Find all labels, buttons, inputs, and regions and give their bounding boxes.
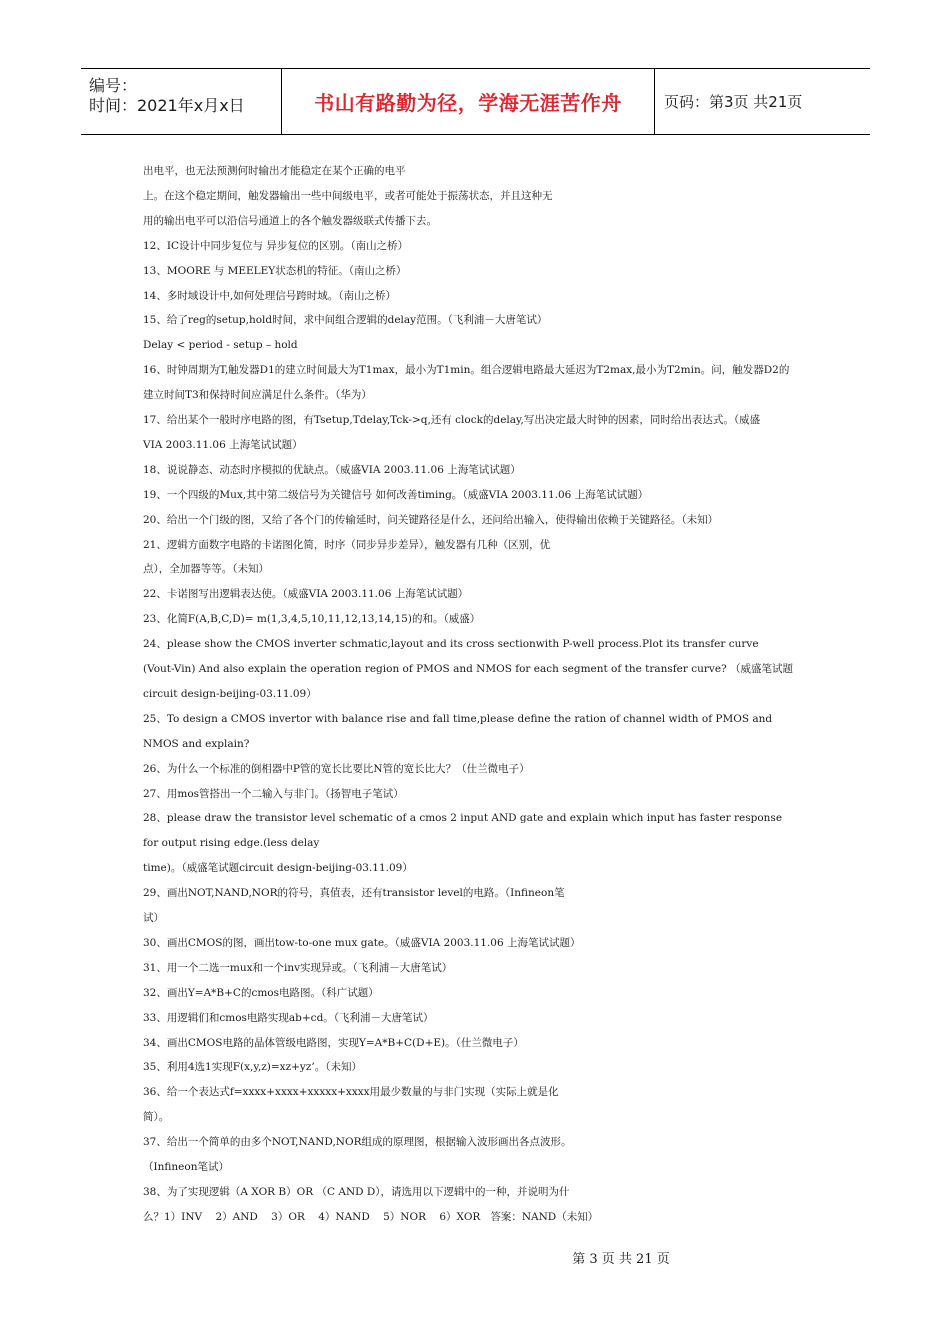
text-line: 试） — [143, 912, 164, 924]
text-line: circuit design-beijing-03.11.09） — [143, 687, 317, 700]
text-line: NMOS and explain? — [143, 737, 250, 750]
text-line: 18、说说静态、动态时序模拟的优缺点。（威盛VIA 2003.11.06 上海笔试试题） — [143, 463, 521, 476]
text-line: 27、用mos管搭出一个二输入与非门。（扬智电子笔试） — [143, 787, 404, 800]
number-label: 编号： — [89, 76, 138, 95]
text-line: 15、给了reg的setup,hold时间，求中间组合逻辑的delay范围。（飞利浦－大唐笔试） — [143, 314, 548, 327]
text-line: 22、卡诺图写出逻辑表达使。（威盛VIA 2003.11.06 上海笔试试题） — [143, 588, 469, 601]
text-line: 35、利用4选1实现F(x,y,z)=xz+yz’。（未知） — [143, 1061, 362, 1074]
text-line: 28、please draw the transistor level schematic of a cmos 2 input AND gate and explain which input has faster response — [143, 812, 783, 825]
text-line: 12、IC设计中同步复位与 异步复位的区别。（南山之桥） — [143, 239, 409, 252]
text-line: 17、给出某个一般时序电路的图，有Tsetup,Tdelay,Tck->q,还有 clock的delay,写出决定最大时钟的因素，同时给出表达式。（威盛 — [143, 414, 761, 426]
text-line: 29、画出NOT,NAND,NOR的符号，真值表，还有transistor level的电路。（Infineon笔 — [143, 887, 565, 900]
text-line: 14、多时域设计中,如何处理信号跨时域。（南山之桥） — [143, 289, 396, 302]
text-line: 21、逻辑方面数字电路的卡诺图化简，时序（同步异步差异），触发器有几种（区别，优 — [143, 538, 551, 551]
text-line: 13、MOORE 与 MEELEY状态机的特征。（南山之桥） — [143, 264, 407, 277]
text-line: 用的输出电平可以沿信号通道上的各个触发器级联式传播下去。 — [143, 214, 437, 227]
footer-page-number: 第 3 页 共 21 页 — [572, 1252, 670, 1267]
text-line: （Infineon笔试） — [143, 1161, 229, 1173]
text-line: Delay < period - setup – hold — [143, 339, 298, 352]
page-header — [81, 68, 870, 135]
text-line: (Vout-Vin) And also explain the operation region of PMOS and NMOS for each segment of the transfer curve? （威盛笔试题 — [143, 663, 794, 675]
text-line: 简）。 — [143, 1111, 170, 1124]
time-label: 时间：2021年x月x日 — [89, 96, 245, 115]
text-line: 25、To design a CMOS invertor with balance rise and fall time,please define the ration of channel width of PMOS and — [143, 712, 773, 725]
text-line: time)。（威盛笔试题circuit design-beijing-03.11.09） — [143, 862, 413, 875]
text-line: 24、please show the CMOS inverter schmatic,layout and its cross sectionwith P-well process.Plot its transfer curve — [143, 638, 759, 651]
text-line: 16、时钟周期为T,触发器D1的建立时间最大为T1max，最小为T1min。组合逻辑电路最大延迟为T2max,最小为T2min。问，触发器D2的 — [143, 364, 790, 377]
text-line: 20、给出一个门级的图，又给了各个门的传输延时，问关键路径是什么，还问给出输入，使得输出依赖于关键路径。（未知） — [143, 513, 719, 526]
text-line: 36、给一个表达式f=xxxx+xxxx+xxxxx+xxxx用最少数量的与非门实现（实际上就是化 — [143, 1086, 559, 1099]
text-line: 点），全加器等等。（未知） — [143, 563, 269, 576]
text-line: VIA 2003.11.06 上海笔试试题） — [143, 438, 303, 451]
header-page-cell — [655, 69, 870, 134]
text-line: 上。在这个稳定期间，触发器输出一些中间级电平，或者可能处于振荡状态，并且这种无 — [143, 189, 553, 202]
text-line: 32、画出Y=A*B+C的cmos电路图。（科广试题） — [143, 986, 379, 999]
text-line: 34、画出CMOS电路的晶体管级电路图，实现Y=A*B+C(D+E)。（仕兰微电子） — [143, 1036, 524, 1049]
header-meta-cell — [81, 69, 282, 134]
text-line: 建立时间T3和保持时间应满足什么条件。（华为） — [143, 389, 372, 402]
header-motto-cell — [282, 69, 655, 134]
page-footer — [0, 1248, 950, 1267]
text-line: 30、画出CMOS的图，画出tow-to-one mux gate。（威盛VIA 2003.11.06 上海笔试试题） — [143, 936, 581, 949]
text-line: 出电平，也无法预测何时输出才能稳定在某个正确的电平 — [143, 165, 406, 177]
page-info: 页码：第3页 共21页 — [664, 93, 803, 111]
text-line: 31、用一个二选一mux和一个inv实现异或。（飞利浦－大唐笔试） — [143, 961, 453, 974]
text-line: 26、为什么一个标准的倒相器中P管的宽长比要比N管的宽长比大？（仕兰微电子） — [143, 762, 530, 775]
text-line: 38、为了实现逻辑（A XOR B）OR （C AND D），请选用以下逻辑中的一种，并说明为什 — [143, 1185, 570, 1198]
text-line: 19、一个四级的Mux,其中第二级信号为关键信号 如何改善timing。（威盛VIA 2003.11.06 上海笔试试题） — [143, 488, 649, 501]
text-line: 37、给出一个简单的由多个NOT,NAND,NOR组成的原理图，根据输入波形画出各点波形。 — [143, 1136, 572, 1149]
text-line: for output rising edge.(less delay — [143, 837, 320, 850]
text-line: 23、化简F(A,B,C,D)= m(1,3,4,5,10,11,12,13,14,15)的和。（威盛） — [143, 613, 481, 626]
motto-text: 书山有路勤为径，学海无涯苦作舟 — [314, 91, 622, 115]
text-line: 么？1）INV 2）AND 3）OR 4）NAND 5）NOR 6）XOR 答案：NAND（未知） — [143, 1210, 599, 1223]
text-line: 33、用逻辑们和cmos电路实现ab+cd。（飞利浦－大唐笔试） — [143, 1011, 434, 1024]
